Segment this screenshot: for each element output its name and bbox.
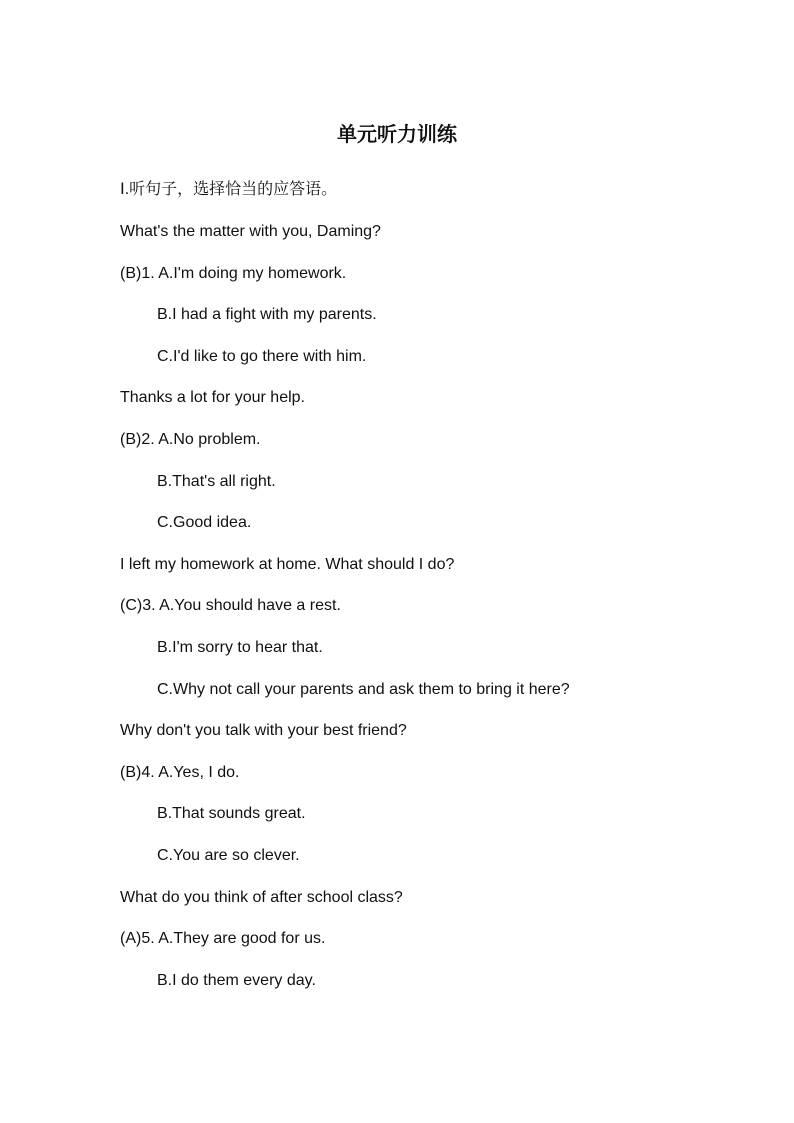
question-prompt: Why don't you talk with your best friend? [120, 722, 407, 740]
option-a: A.No problem. [158, 430, 261, 448]
question-answer-line [120, 430, 720, 450]
question-prompt: Thanks a lot for your help. [120, 389, 305, 407]
option-a: A.You should have a rest. [159, 597, 341, 615]
question-number: (B)2. [120, 430, 155, 448]
document-content [120, 180, 720, 1012]
question-prompt: What do you think of after school class? [120, 888, 403, 906]
section-heading: Ⅰ.听句子，选择恰当的应答语。 [120, 181, 338, 198]
option-a: A.They are good for us. [158, 930, 326, 948]
option-a: A.I'm doing my homework. [158, 264, 347, 282]
question-answer-line [120, 264, 720, 284]
option-a: A.Yes, I do. [158, 763, 240, 781]
question-number: (C)3. [120, 597, 156, 615]
option-b: B.I had a fight with my parents. [157, 306, 377, 324]
question-prompt: What's the matter with you, Daming? [120, 223, 381, 240]
option-b: B.That sounds great. [157, 805, 306, 823]
question-answer-line [120, 596, 720, 616]
question-number: (B)1. [120, 264, 155, 282]
option-b: B.That's all right. [157, 472, 276, 490]
question-answer-line [120, 763, 720, 783]
question-prompt: I left my homework at home. What should I do? [120, 555, 455, 573]
option-c: C.Good idea. [157, 514, 252, 532]
option-c: C.Why not call your parents and ask them to bring it here? [157, 680, 570, 698]
option-b: B.I do them every day. [157, 971, 316, 989]
question-answer-line [120, 929, 720, 949]
option-c: C.I'd like to go there with him. [157, 347, 367, 365]
page-title: 单元听力训练 [337, 122, 457, 146]
option-c: C.You are so clever. [157, 846, 300, 864]
option-b: B.I'm sorry to hear that. [157, 638, 323, 656]
question-number: (A)5. [120, 930, 155, 948]
question-number: (B)4. [120, 763, 155, 781]
